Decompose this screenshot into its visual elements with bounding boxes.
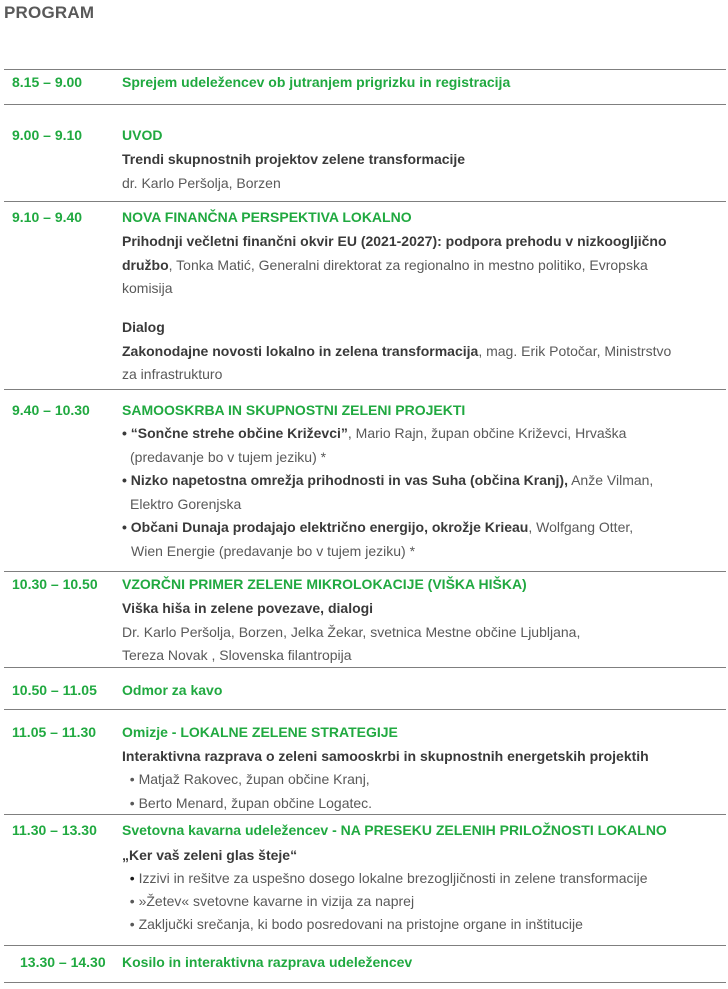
bullet-icon: • [122, 472, 127, 488]
item-note: (predavanje bo v tujem jeziku) * [130, 449, 327, 465]
session-title: Odmor za kavo [122, 682, 223, 698]
divider [4, 709, 726, 710]
divider [4, 571, 726, 572]
session-speaker: dr. Karlo Peršolja, Borzen [122, 175, 281, 191]
list-item [122, 891, 414, 911]
session-time: 11.30 – 13.30 [12, 822, 97, 838]
item-text: Berto Menard, župan občine Logatec. [138, 795, 373, 811]
program-heading: PROGRAM [4, 3, 95, 22]
item-note: Elektro Gorenjska [130, 496, 242, 512]
item-text: Zaključki srečanja, ki bodo posredovani na pristojne organe in inštitucije [138, 916, 583, 932]
list-item [122, 517, 633, 537]
session-title: UVOD [122, 127, 163, 143]
item-speaker: , Mario Rajn, župan občine Križevci, Hrvaška [347, 425, 627, 441]
item-speaker: Anže Vilman, [567, 472, 654, 488]
session-subtitle: Interaktivna razprava o zeleni samooskrbi in skupnostnih energetskih projektih [122, 748, 649, 764]
divider [4, 667, 726, 668]
session-subtitle: Viška hiša in zelene povezave, dialogi [122, 600, 374, 616]
session-time: 11.05 – 11.30 [12, 724, 97, 740]
bullet-icon: • [122, 519, 127, 535]
item-title: Občani Dunaja prodajajo električno energijo, okrožje Krieau [130, 519, 529, 535]
session-title: SAMOOSKRBA IN SKUPNOSTNI ZELENI PROJEKTI [122, 402, 466, 418]
list-item [122, 868, 648, 888]
divider [4, 201, 726, 202]
item-text: Matjaž Rakovec, župan občine Kranj, [138, 771, 370, 787]
session-title: VZORČNI PRIMER ZELENE MIKROLOKACIJE (VIŠKA HIŠKA) [122, 576, 527, 592]
talk-line [122, 341, 671, 361]
bullet-icon: • [122, 425, 127, 441]
divider [4, 814, 726, 815]
session-title: Sprejem udeležencev ob jutranjem prigrizku in registracija [122, 74, 511, 90]
divider [4, 945, 726, 946]
talk-speaker: , Tonka Matić, Generalni direktorat za regionalno in mestno politiko, Evropska [168, 257, 648, 273]
session-time: 13.30 – 14.30 [20, 954, 106, 970]
divider [4, 104, 726, 105]
talk-line [122, 255, 648, 275]
session-time: 9.00 – 9.10 [12, 127, 83, 143]
item-text: Izzivi in rešitve za uspešno dosego lokalne brezogljičnosti in zelene transformacije [138, 870, 648, 886]
session-time: 9.10 – 9.40 [12, 209, 83, 225]
list-item [122, 423, 626, 443]
session-time: 8.15 – 9.00 [12, 74, 83, 90]
session-time: 10.50 – 11.05 [12, 682, 97, 698]
list-item [122, 769, 370, 789]
divider [4, 389, 726, 390]
talk-title: Zakonodajne novosti lokalno in zelena transformacija [122, 343, 479, 359]
session-title: Omizje - LOKALNE ZELENE STRATEGIJE [122, 724, 398, 740]
divider [4, 982, 726, 983]
bullet-icon: • [122, 916, 135, 932]
bullet-icon: • [122, 771, 135, 787]
item-title: “Sončne strehe občine Križevci” [130, 425, 348, 441]
session-subtitle: „Ker vaš zeleni glas šteje“ [122, 847, 298, 863]
bullet-icon: • [122, 870, 135, 886]
divider [4, 69, 726, 70]
item-text: »Žetev« svetovne kavarne in vizija za naprej [138, 893, 415, 909]
talk-speaker-cont: za infrastrukturo [122, 366, 223, 382]
bullet-icon: • [122, 795, 135, 811]
session-speaker-cont: Tereza Novak , Slovenska filantropija [122, 647, 352, 663]
session-subtitle: Trendi skupnostnih projektov zelene transformacije [122, 151, 466, 167]
bullet-icon: • [122, 893, 135, 909]
talk-speaker: , mag. Erik Potočar, Ministrstvo [478, 343, 672, 359]
list-item [122, 793, 372, 813]
talk-title: Prihodnji večletni finančni okvir EU (2021-2027): podpora prehodu v nizkoogljično [122, 233, 667, 249]
dialog-label: Dialog [122, 319, 165, 335]
session-title: Svetovna kavarna udeležencev - NA PRESEKU ZELENIH PRILOŽNOSTI LOKALNO [122, 822, 667, 838]
session-speaker: Dr. Karlo Peršolja, Borzen, Jelka Žekar, svetnica Mestne občine Ljubljana, [122, 624, 581, 640]
list-item [122, 914, 583, 934]
talk-speaker-cont: komisija [122, 280, 173, 296]
item-note: Wien Energie (predavanje bo v tujem jeziku) * [131, 543, 416, 559]
item-title: Nizko napetostna omrežja prihodnosti in vas Suha (občina Kranj), [130, 472, 568, 488]
session-title: Kosilo in interaktivna razprava udeležencev [122, 954, 413, 970]
session-time: 10.30 – 10.50 [12, 576, 98, 592]
talk-title-cont: družbo [122, 257, 169, 273]
item-speaker: , Wolfgang Otter, [528, 519, 634, 535]
session-time: 9.40 – 10.30 [12, 402, 90, 418]
session-title: NOVA FINANČNA PERSPEKTIVA LOKALNO [122, 209, 412, 225]
list-item [122, 470, 653, 490]
